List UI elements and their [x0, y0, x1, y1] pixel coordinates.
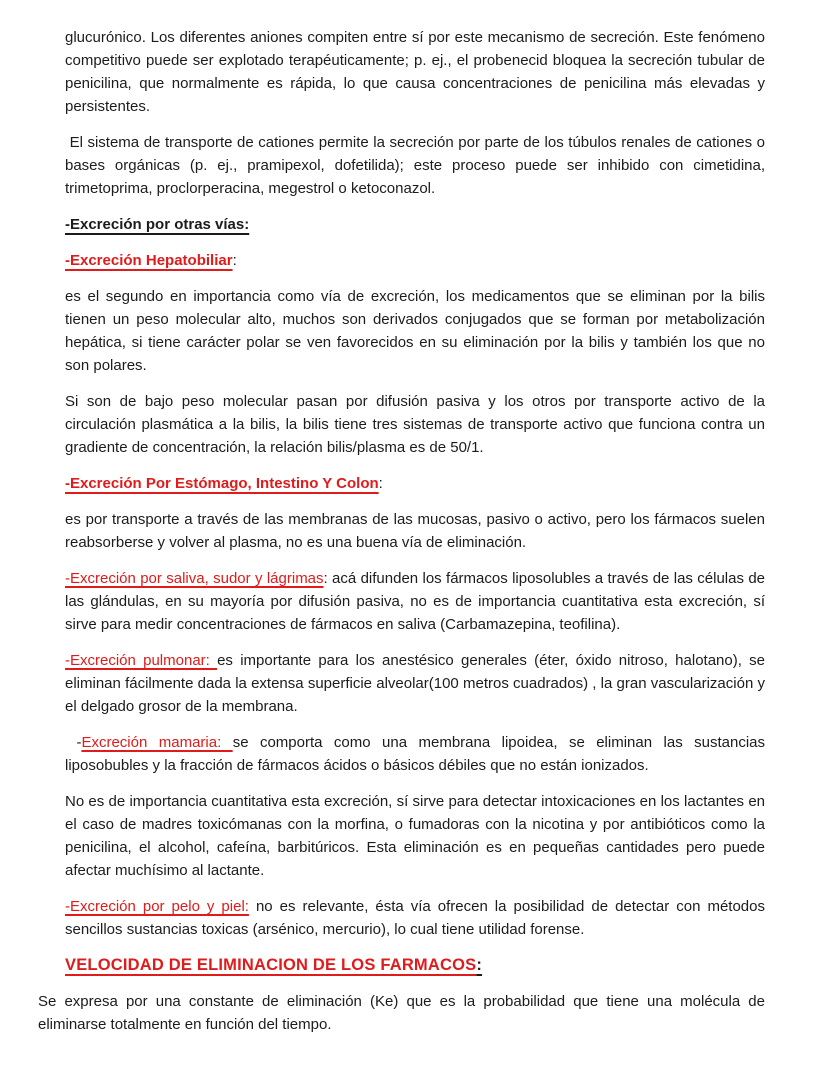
paragraph-glucuronico [65, 26, 770, 118]
paragraph-cationes [65, 131, 770, 200]
text-run: se comporta como una membrana lipoidea, se eliminan las sustancias liposobubles y la fracción de fármacos ácidos o básicos débiles que no están ionizados. [65, 734, 770, 774]
heading-colon: : [476, 956, 483, 974]
heading-text: -Excreción por otras vías: [65, 216, 250, 233]
heading-text: -Excreción Hepatobiliar [65, 252, 233, 269]
text-run: Si son de bajo peso molecular pasan por difusión pasiva y los otros por transporte activo de la circulación plasmática a la bilis, la bilis tiene tres sistemas de transporte activo que funciona contra un gradiente de concentración, la relación bilis/plasma es de 50/1. [65, 393, 770, 456]
text-run: no es relevante, ésta vía ofrecen la posibilidad de detectar con métodos sencillos sustancias toxicas (arsénico, mercurio), lo cual tiene utilidad forense. [65, 898, 770, 938]
heading-otras-vias [65, 213, 765, 236]
inline-heading-pulmonar: -Excreción pulmonar: [65, 652, 218, 669]
heading-velocidad-eliminacion [65, 954, 765, 977]
heading-hepatobiliar [65, 249, 765, 272]
paragraph-estomago [65, 508, 770, 554]
paragraph-mamaria [65, 731, 770, 777]
text-run: No es de importancia cuantitativa esta excreción, sí sirve para detectar intoxicaciones en los lactantes en el caso de madres toxicómanas con la morfina, o fumadoras con la nicotina y por antibióticos como la penicilina, el alcohol, cafeína, barbitúricos. Esta eliminación es en pequeñas cantidades pero puede afectar muchísimo al lactante. [65, 793, 770, 879]
text-run: glucurónico. Los diferentes aniones compiten entre sí por este mecanismo de secreción. Este fenómeno competitivo puede ser explotado terapéuticamente; p. ej., el probenecid bloquea la secreción tubular de penicilina, que normalmente es rápida, lo que causa concentraciones de penicilina más elevadas y persistentes. [65, 29, 770, 115]
paragraph-constante-ke [38, 990, 770, 1036]
heading-text: VELOCIDAD DE ELIMINACION DE LOS FARMACOS [65, 956, 477, 974]
text-run: es el segundo en importancia como vía de excreción, los medicamentos que se eliminan por la bilis tienen un peso molecular alto, muchos son derivados conjugados que se forman por metabolización hepática, si tiene carácter polar se ven favorecidos en su eliminación por la bilis y también los que no son polares. [65, 288, 770, 374]
text-run: : [378, 475, 383, 492]
text-run: Se expresa por una constante de eliminación (Ke) que es la probabilidad que tiene una molécula de eliminarse totalmente en función del tiempo. [38, 993, 770, 1033]
paragraph-saliva [65, 567, 770, 636]
paragraph-lactantes [65, 790, 770, 882]
inline-heading-pelo-piel: -Excreción por pelo y piel: [65, 898, 249, 915]
paragraph-hepatobiliar-1 [65, 285, 770, 377]
text-run: es por transporte a través de las membranas de las mucosas, pasivo o activo, pero los fármacos suelen reabsorberse y volver al plasma, no es una buena vía de eliminación. [65, 511, 770, 551]
inline-heading-mamaria: Excreción mamaria: [81, 734, 233, 751]
paragraph-pulmonar [65, 649, 770, 718]
heading-text: -Excreción Por Estómago, Intestino Y Colon [65, 475, 379, 492]
inline-heading-saliva: -Excreción por saliva, sudor y lágrimas [65, 570, 324, 587]
heading-estomago-intestino-colon [65, 472, 765, 495]
paragraph-hepatobiliar-2 [65, 390, 770, 459]
text-run: : acá difunden los fármacos liposolubles a través de las células de las glándulas, en su mayoría por difusión pasiva, no es de importancia cuantitativa esta excreción, sí sirve para medir concentraciones de fármacos en saliva (Carbamazepina, teofilina). [65, 570, 770, 633]
text-run: El sistema de transporte de cationes permite la secreción por parte de los túbulos renales de cationes o bases orgánicas (p. ej., pramipexol, dofetilida); este proceso puede ser inhibido con cimetidina, trimetoprima, proclorperacina, megestrol o ketoconazol. [65, 134, 770, 197]
paragraph-pelo-piel [65, 895, 770, 941]
text-run: es importante para los anestésico generales (éter, óxido nitroso, halotano), se eliminan fácilmente dada la extensa superficie alveolar(100 metros cuadrados) , la gran vascularización y el delgado grosor de la membrana. [65, 652, 770, 715]
text-run: : [232, 252, 237, 269]
text-run: - [65, 734, 82, 751]
